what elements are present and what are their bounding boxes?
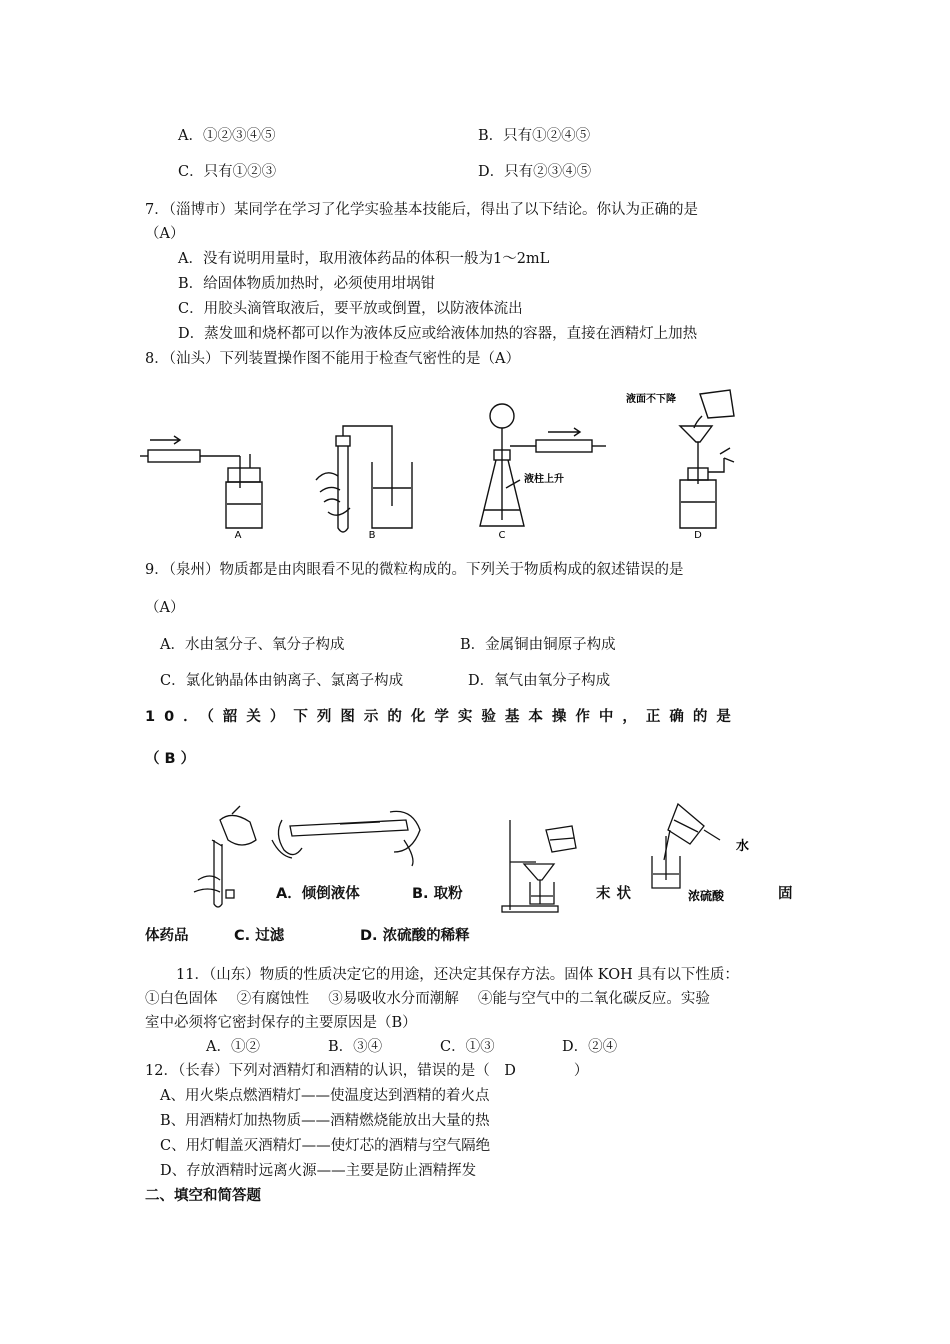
q7-option-d: D．蒸发皿和烧杯都可以作为液体反应或给液体加热的容器，直接在酒精灯上加热 [178,326,698,342]
q9-answer: （A） [145,600,185,616]
q11-line-3: 室中必须将它密封保存的主要原因是（B） [145,1015,417,1031]
q10-option-c: C. 过滤 [234,928,285,944]
q12-option-d: D、存放酒精时远离火源——主要是防止酒精挥发 [160,1163,477,1179]
q10-option-b: B. 取粉 [412,886,463,902]
q10-option-b-tail: 体药品 [145,928,189,944]
q10-stem: 10．（韶关）下列图示的化学实验基本操作中，正确的是 [145,709,740,725]
q11-option-c: C．①③ [440,1039,495,1055]
q12-option-b: B、用酒精灯加热物质——酒精燃烧能放出大量的热 [160,1113,490,1129]
apparatus-d [680,390,734,528]
q9-option-c: C．氯化钠晶体由钠离子、氯离子构成 [160,673,404,689]
q6-option-a: A．①②③④⑤ [178,128,276,144]
fig-label-b: B [368,530,376,541]
q7-stem: 7．（淄博市）某同学在学习了化学实验基本技能后，得出了以下结论。你认为正确的是 [145,202,698,218]
q9-stem: 9．（泉州）物质都是由肉眼看不见的微粒构成的。下列关于物质构成的叙述错误的是 [145,562,684,578]
q10-option-b-end: 固 [778,886,793,902]
q10-option-d: D. 浓硫酸的稀释 [360,928,470,944]
q12-option-c: C、用灯帽盖灭酒精灯——使灯芯的酒精与空气隔绝 [160,1138,491,1154]
q9-option-a: A．水由氢分子、氧分子构成 [160,637,345,653]
q7-option-b: B．给固体物质加热时，必须使用坩埚钳 [178,276,436,292]
apparatus-c [480,404,606,526]
q9-option-b: B．金属铜由铜原子构成 [460,637,616,653]
apparatus-a [140,436,262,528]
q8-apparatus-figure [140,388,760,546]
q11-line-1: 11．（山东）物质的性质决定它的用途，还决定其保存方法。固体 KOH 具有以下性质： [176,967,739,983]
apparatus-b [316,426,412,532]
section-heading: 二、填空和简答题 [145,1188,261,1204]
q11-option-d: D．②④ [562,1039,618,1055]
fig-note-d: 液面不下降 [626,394,676,405]
filtration-image [502,820,576,912]
fig-label-c: C [498,530,506,541]
q10-option-b-cont: 末状 [596,886,637,902]
q11-line-2: ①白色固体 ②有腐蚀性 ③易吸收水分而潮解 ④能与空气中的二氧化碳反应。实验 [145,991,710,1007]
q12-option-a: A、用火柴点燃酒精灯——使温度达到酒精的着火点 [160,1088,490,1104]
fig-label-d: D [694,530,702,541]
dilution-image [652,804,720,888]
q11-option-b: B．③④ [328,1039,383,1055]
q6-option-b: B．只有①②④⑤ [478,128,591,144]
q7-option-c: C．用胶头滴管取液后，要平放或倒置，以防液体流出 [178,301,523,317]
fig-note-c: 液柱上升 [524,474,564,485]
fig-label-a: A [234,530,242,541]
q9-option-d: D．氧气由氧分子构成 [468,673,611,689]
q7-option-a: A．没有说明用量时，取用液体药品的体积一般为1～2mL [178,251,550,267]
pouring-liquid-image [194,806,256,907]
q12-stem: 12．（长春）下列对酒精灯和酒精的认识，错误的是（ D ） [145,1063,589,1079]
powder-tube-image [272,811,420,866]
q10-option-a: A．倾倒液体 [276,886,360,902]
q10-answer: （ B ） [145,751,196,767]
fig-label-water: 水 [736,839,750,854]
q11-option-a: A．①② [206,1039,260,1055]
q6-option-c: C．只有①②③ [178,164,277,180]
q7-answer: （A） [145,226,185,242]
fig-label-acid: 浓硫酸 [688,889,725,903]
q6-option-d: D．只有②③④⑤ [478,164,592,180]
q8-stem: 8．（汕头）下列装置操作图不能用于检查气密性的是（A） [145,351,520,367]
